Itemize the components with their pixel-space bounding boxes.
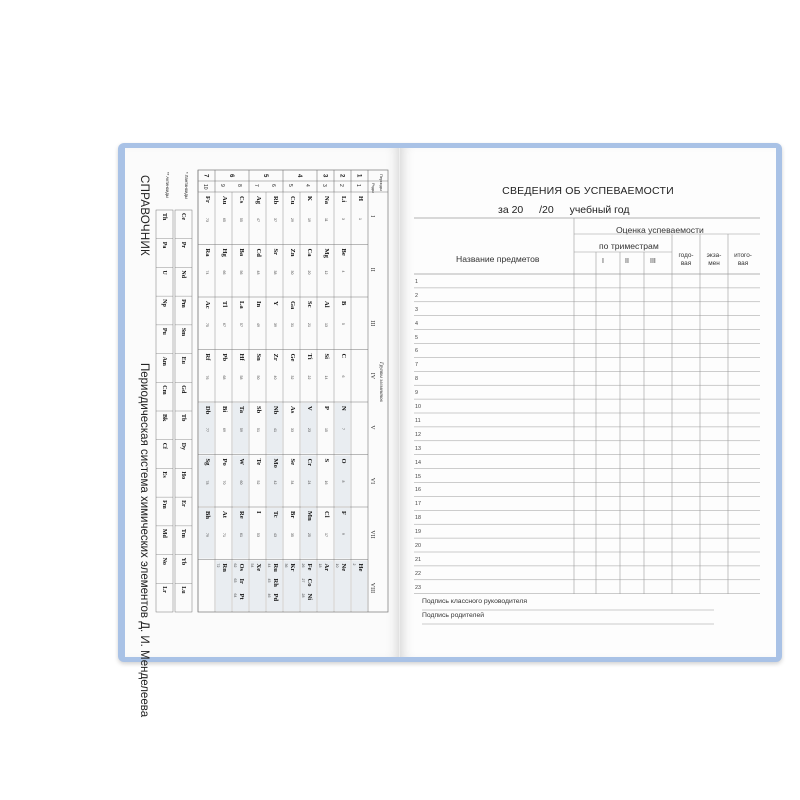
row-number: 15	[415, 473, 421, 480]
period-number: 6	[228, 174, 234, 178]
row-number: 17	[415, 501, 421, 508]
row-number: 7	[415, 362, 418, 369]
element-symbol: Sb	[255, 406, 262, 414]
element-symbol: Ir	[238, 578, 245, 584]
element-symbol: Sn	[255, 353, 262, 361]
element-symbol: F	[340, 511, 347, 515]
atomic-number: 32	[290, 375, 294, 380]
atomic-number: 8	[341, 480, 345, 483]
element-symbol: At	[221, 511, 228, 518]
atomic-number: 54	[250, 563, 254, 568]
f-block-symbol: Tm	[180, 528, 186, 538]
element-symbol: H	[357, 196, 364, 202]
element-symbol: Au	[221, 196, 228, 205]
element-symbol: Pb	[221, 353, 228, 362]
grades-header: Оценка успеваемости	[616, 225, 704, 235]
element-symbol: Mg	[323, 248, 330, 258]
element-symbol: Pt	[238, 593, 245, 600]
atomic-number: 70	[222, 480, 226, 485]
element-symbol: Ac	[204, 301, 211, 309]
period-number: 3	[321, 174, 328, 178]
element-symbol: C	[340, 353, 347, 359]
grades-grid	[414, 218, 760, 654]
atomic-number: 24	[307, 480, 311, 485]
atomic-number: 49	[256, 323, 260, 327]
element-symbol: Rb	[272, 196, 279, 205]
atomic-number: 7	[341, 428, 345, 430]
element-symbol: Br	[289, 511, 296, 519]
element-symbol: Xe	[255, 563, 262, 572]
left-page	[125, 148, 400, 718]
atomic-number: 76	[205, 375, 209, 380]
atomic-number: 63	[233, 578, 237, 583]
atomic-number: 3	[341, 218, 345, 220]
reference-label: СПРАВОЧНИК	[138, 175, 150, 257]
progress-title: СВЕДЕНИЯ ОБ УСПЕВАЕМОСТИ	[502, 185, 674, 197]
atomic-number: 23	[307, 428, 311, 432]
atomic-number: 27	[301, 578, 305, 583]
element-symbol: V	[306, 406, 313, 411]
exam-header: экза- мен	[706, 252, 722, 267]
element-symbol: Ga	[289, 301, 296, 310]
actinides-label: ** Актиноиды	[165, 172, 170, 198]
element-symbol: Hf	[238, 353, 245, 361]
periodic-table-graphic	[161, 170, 388, 642]
teacher-signature-label: Подпись классного руководителя	[422, 598, 528, 605]
atomic-number: 58	[239, 375, 243, 380]
atomic-number: 19	[307, 218, 311, 222]
row-number: 5	[415, 334, 418, 341]
row-number: 8	[236, 184, 242, 187]
row-number: 14	[415, 459, 421, 466]
atomic-number: 20	[307, 270, 311, 275]
element-symbol: Rf	[204, 353, 211, 361]
atomic-number: 57	[239, 323, 243, 327]
atomic-number: 14	[324, 375, 328, 380]
atomic-number: 5	[341, 323, 345, 325]
f-block-symbol: Gd	[180, 385, 186, 394]
atomic-number: 48	[256, 270, 260, 275]
atomic-number: 2	[352, 563, 356, 566]
element-symbol: In	[255, 301, 262, 308]
atomic-number: 15	[324, 428, 328, 432]
element-symbol: Pd	[272, 593, 279, 602]
atomic-number: 30	[290, 270, 294, 275]
row-number: 21	[415, 556, 421, 563]
period-number: 7	[202, 174, 209, 178]
element-symbol: P	[323, 406, 330, 410]
f-block-symbol: Am	[161, 356, 167, 366]
atomic-number: 77	[205, 428, 209, 432]
row-number: 19	[415, 529, 421, 536]
group-numeral: VIII	[369, 582, 375, 594]
atomic-number: 43	[273, 533, 277, 537]
f-block-symbol: Np	[161, 299, 167, 307]
atomic-number: 74	[205, 270, 209, 275]
element-symbol: W	[238, 458, 245, 465]
element-symbol: Bi	[221, 406, 228, 413]
atomic-number: 42	[273, 480, 277, 485]
row-number: 22	[415, 570, 421, 577]
element-symbol: Ne	[340, 563, 347, 572]
element-symbol: Ni	[306, 593, 313, 600]
element-symbol: Ti	[306, 353, 313, 360]
grades-table	[414, 218, 760, 654]
atomic-number: 61	[239, 533, 243, 537]
atomic-number: 60	[239, 480, 243, 485]
atomic-number: 36	[284, 563, 288, 568]
f-block-symbol: Cf	[161, 442, 167, 450]
atomic-number: 68	[222, 375, 226, 380]
row-number: 4	[415, 320, 418, 327]
row-number: 1	[415, 278, 418, 285]
element-symbol: Ge	[289, 353, 296, 362]
row-number: 16	[415, 487, 421, 494]
atomic-number: 33	[290, 428, 294, 432]
atomic-number: 35	[290, 533, 294, 537]
element-symbol: Re	[238, 511, 245, 519]
element-symbol: Sr	[272, 248, 279, 255]
lanthanides-label: * Лантаноиды	[184, 172, 189, 199]
element-symbol: Ar	[323, 563, 330, 572]
element-symbol: Be	[340, 248, 347, 256]
atomic-number: 53	[256, 533, 260, 537]
parents-signature-label: Подпись родителей	[422, 612, 485, 619]
groups-header: Группы элементов	[378, 362, 383, 402]
element-symbol: Cu	[289, 196, 296, 205]
f-block-symbol: Sm	[180, 327, 186, 337]
element-symbol: Fr	[204, 196, 211, 203]
atomic-number: 67	[222, 323, 226, 327]
group-numeral: I	[369, 215, 375, 218]
element-symbol: I	[255, 511, 262, 514]
atomic-number: 34	[290, 480, 294, 485]
row-number: 3	[321, 184, 327, 187]
atomic-number: 18	[318, 563, 322, 568]
element-symbol: N	[340, 406, 347, 411]
element-symbol: Ta	[238, 406, 245, 413]
atomic-number: 73	[205, 218, 209, 222]
atomic-number: 79	[205, 533, 209, 537]
f-block-symbol: Pm	[180, 299, 186, 308]
trimester-ii: II	[625, 258, 629, 265]
f-block-symbol: Dy	[180, 442, 186, 451]
element-symbol: Fe	[306, 563, 313, 571]
atomic-number: 71	[222, 533, 226, 537]
atomic-number: 29	[290, 218, 294, 222]
periodic-table	[161, 170, 388, 642]
f-block-symbol: Er	[180, 500, 186, 507]
atomic-number: 37	[273, 218, 277, 222]
element-symbol: Kr	[289, 563, 296, 572]
table-frame	[198, 170, 388, 612]
element-symbol: Db	[204, 406, 211, 415]
atomic-number: 38	[273, 270, 277, 275]
row-number: 7	[253, 184, 259, 187]
atomic-number: 1	[358, 218, 362, 220]
atomic-number: 62	[233, 563, 237, 568]
row-number: 4	[304, 184, 310, 187]
f-block-symbol: Yb	[180, 557, 186, 566]
row-number: 3	[415, 306, 418, 313]
row-number: 2	[338, 184, 344, 187]
f-block-symbol: Es	[161, 471, 167, 478]
element-symbol: Mo	[272, 458, 279, 468]
row-number: 2	[415, 292, 418, 299]
atomic-number: 46	[267, 593, 271, 598]
period-number: 2	[338, 174, 345, 178]
right-page	[400, 148, 776, 657]
trimesters-header: по триместрам	[599, 241, 659, 251]
rotated-content	[125, 148, 400, 718]
trimester-iii: III	[650, 258, 656, 265]
atomic-number: 4	[341, 270, 345, 273]
element-symbol: Nb	[272, 406, 279, 415]
final-header: итого- вая	[734, 252, 752, 267]
f-block-symbol: Th	[161, 213, 167, 221]
f-block-symbol: Pa	[161, 241, 167, 249]
atomic-number: 25	[307, 533, 311, 537]
row-number: 20	[415, 543, 421, 549]
atomic-number: 65	[222, 218, 226, 222]
row-number: 12	[415, 431, 421, 438]
atomic-number: 51	[256, 428, 260, 432]
period-number: 5	[262, 174, 268, 178]
atomic-number: 78	[205, 480, 209, 485]
element-symbol: He	[357, 563, 364, 572]
row-number: 8	[415, 376, 418, 383]
trimester-i: I	[602, 258, 604, 265]
element-symbol: La	[238, 301, 245, 309]
element-symbol: Sc	[306, 301, 313, 308]
f-block-symbol: Ho	[180, 471, 186, 480]
element-symbol: Hg	[221, 248, 228, 257]
element-symbol: As	[289, 406, 296, 414]
atomic-number: 59	[239, 428, 243, 432]
atomic-number: 64	[233, 593, 237, 598]
element-symbol: Zn	[289, 248, 296, 257]
f-block-symbol: U	[161, 270, 167, 275]
year-mid: /20	[539, 204, 554, 216]
group-numeral: VI	[369, 477, 375, 485]
atomic-number: 6	[341, 375, 345, 378]
row-number: 6	[415, 348, 418, 355]
f-block-symbol: Nd	[180, 270, 186, 279]
atomic-number: 17	[324, 533, 328, 537]
f-block-symbol: Lr	[161, 586, 167, 593]
element-symbol: Cl	[323, 511, 330, 518]
rows-header: Ряды	[371, 183, 376, 193]
element-symbol: Os	[238, 563, 245, 572]
period-number: 4	[296, 174, 302, 178]
atomic-number: 72	[216, 563, 220, 568]
element-symbol: Ba	[238, 248, 245, 257]
element-symbol: Mn	[306, 511, 313, 521]
atomic-number: 9	[341, 533, 345, 535]
element-symbol: K	[306, 196, 313, 202]
atomic-number: 21	[307, 323, 311, 327]
year-suffix: учебный год	[569, 204, 630, 216]
atomic-number: 69	[222, 428, 226, 432]
row-number: 11	[415, 417, 421, 424]
row-number: 6	[270, 184, 276, 187]
element-symbol: Al	[323, 301, 330, 308]
element-symbol: Sg	[204, 458, 211, 466]
row-number: 13	[415, 445, 421, 452]
subjects-header: Название предметов	[456, 254, 540, 264]
row-number: 9	[415, 390, 418, 397]
f-block-symbol: Pr	[180, 241, 186, 249]
element-symbol: Cs	[238, 196, 245, 204]
element-symbol: Y	[272, 301, 279, 306]
f-block-symbol: Cm	[161, 385, 167, 395]
atomic-number: 47	[256, 218, 260, 222]
periodic-table-title: Периодическая система химических элементов Д. И. Менделеева	[138, 363, 150, 718]
row-number: 23	[415, 584, 421, 591]
atomic-number: 31	[290, 323, 294, 327]
element-symbol: Bh	[204, 511, 211, 519]
element-symbol: Rh	[272, 578, 279, 587]
element-symbol: B	[340, 301, 347, 306]
f-block-symbol: Tb	[180, 414, 186, 422]
atomic-number: 16	[324, 480, 328, 485]
atomic-number: 45	[267, 578, 271, 583]
atomic-number: 13	[324, 323, 328, 327]
group-numeral: II	[369, 267, 375, 272]
element-symbol: Si	[323, 353, 330, 359]
atomic-number: 12	[324, 270, 328, 275]
school-year-line	[498, 204, 629, 216]
period-number: 1	[355, 174, 362, 178]
row-number: 10	[415, 404, 421, 410]
element-symbol: Zr	[272, 353, 279, 361]
atomic-number: 56	[239, 270, 243, 275]
row-number: 10	[202, 184, 208, 190]
atomic-number: 55	[239, 218, 243, 222]
element-symbol: Co	[306, 578, 313, 587]
element-symbol: Cd	[255, 248, 262, 257]
annual-header: годо- вая	[678, 252, 694, 267]
element-symbol: Rn	[221, 563, 228, 572]
f-block-symbol: Eu	[180, 356, 186, 364]
element-symbol: O	[340, 458, 347, 464]
row-number: 5	[287, 184, 293, 187]
element-symbol: Tc	[272, 511, 279, 518]
atomic-number: 10	[335, 563, 339, 568]
atomic-number: 52	[256, 480, 260, 485]
element-symbol: Tl	[221, 301, 228, 308]
atomic-number: 28	[301, 593, 305, 598]
element-symbol: Cr	[306, 458, 313, 467]
f-block-symbol: Ce	[180, 213, 186, 220]
group-numeral: VII	[369, 530, 375, 539]
f-block-symbol: Lu	[180, 586, 186, 594]
element-symbol: S	[323, 458, 330, 463]
group-numeral: V	[369, 425, 375, 430]
row-number: 1	[355, 184, 361, 187]
element-symbol: Po	[221, 458, 228, 466]
element-symbol: Ca	[306, 248, 313, 257]
f-block-symbol: Pu	[161, 327, 167, 335]
f-block-symbol: Fm	[161, 500, 167, 509]
atomic-number: 50	[256, 375, 260, 380]
element-symbol: Te	[255, 458, 262, 466]
atomic-number: 66	[222, 270, 226, 275]
atomic-number: 75	[205, 323, 209, 327]
element-symbol: Ru	[272, 563, 279, 572]
element-symbol: Ag	[255, 196, 262, 204]
atomic-number: 44	[267, 563, 271, 568]
atomic-number: 11	[324, 218, 328, 222]
f-block-symbol: No	[161, 557, 167, 565]
atomic-number: 39	[273, 323, 277, 327]
f-block-symbol: Md	[161, 528, 167, 538]
f-block-symbol: Bk	[161, 414, 167, 422]
element-symbol: Ra	[204, 248, 211, 257]
atomic-number: 26	[301, 563, 305, 568]
element-symbol: Li	[340, 196, 347, 203]
atomic-number: 41	[273, 428, 277, 432]
atomic-number: 22	[307, 375, 311, 380]
row-number: 18	[415, 515, 421, 522]
group-numeral: IV	[369, 372, 375, 380]
element-symbol: Se	[289, 458, 296, 465]
periods-header: Периоды	[379, 174, 384, 191]
row-number: 9	[219, 184, 225, 187]
element-symbol: Na	[323, 196, 330, 204]
year-prefix: за 20	[498, 204, 524, 216]
group-numeral: III	[369, 320, 375, 327]
atomic-number: 40	[273, 375, 277, 380]
